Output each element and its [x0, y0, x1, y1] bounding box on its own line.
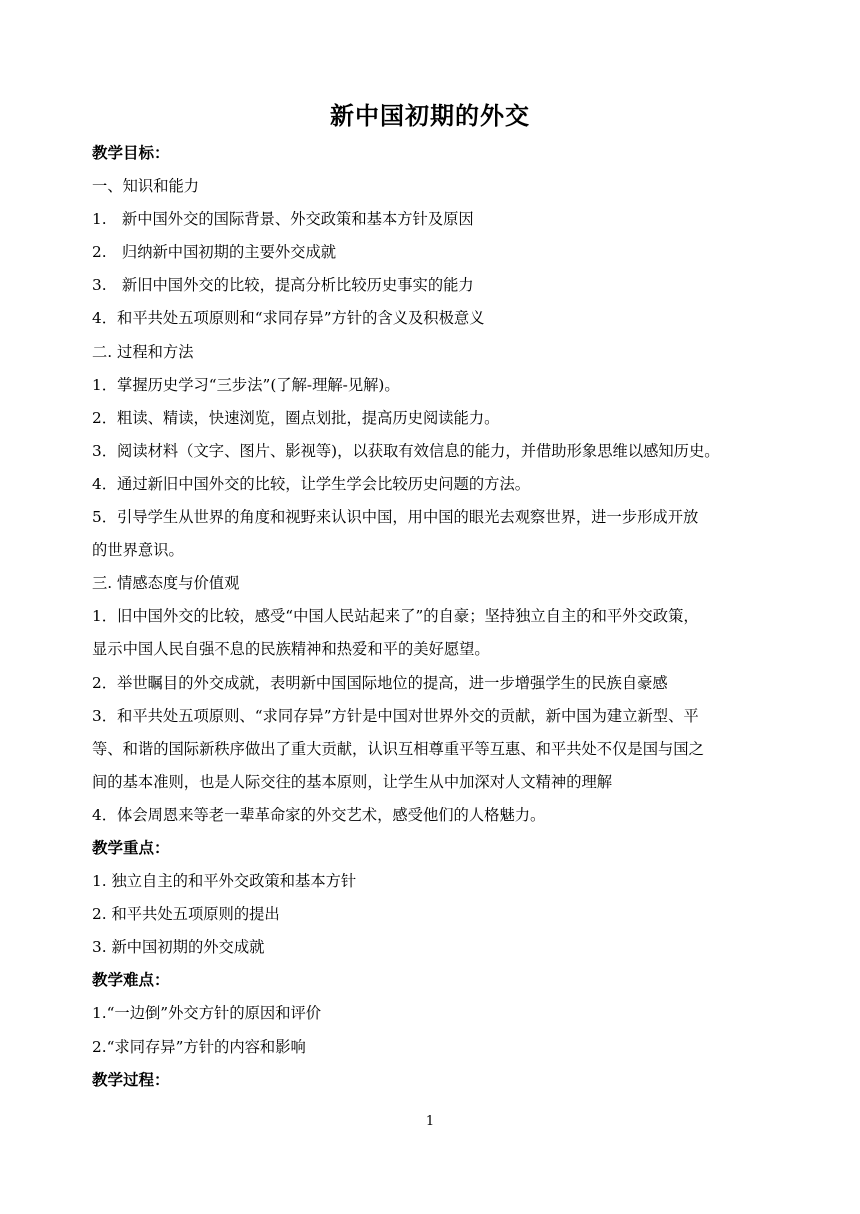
document-body — [92, 137, 792, 1097]
text-line: 2. 和平共处五项原则的提出 — [92, 905, 280, 924]
text-line: 1．旧中国外交的比较，感受“中国人民站起来了”的自豪；坚持独立自主的和平外交政策， — [92, 607, 699, 626]
text-line: 间的基本准则，也是人际交往的基本原则，让学生从中加深对人文精神的理解 — [92, 772, 613, 791]
text-line: 4．体会周恩来等老一辈革命家的外交艺术，感受他们的人格魅力。 — [92, 805, 546, 824]
text-line: 2．举世瞩目的外交成就，表明新中国国际地位的提高，进一步增强学生的民族自豪感 — [92, 673, 668, 692]
text-line: 5．引导学生从世界的角度和视野来认识中国，用中国的眼光去观察世界，进一步形成开放 — [92, 508, 699, 527]
text-line: 3．阅读材料（文字、图片、影视等)，以获取有效信息的能力，并借助形象思维以感知历史。 — [92, 441, 720, 460]
text-line: 等、和谐的国际新秩序做出了重大贡献，认识互相尊重平等互惠、和平共处不仅是国与国之 — [92, 739, 704, 758]
section-heading: 教学重点： — [92, 838, 170, 857]
text-line: 的世界意识。 — [92, 541, 184, 560]
text-line: 1．掌握历史学习“三步法”(了解-理解-见解)。 — [92, 375, 400, 394]
text-line: 二. 过程和方法 — [92, 342, 194, 361]
text-line: 1. 独立自主的和平外交政策和基本方针 — [92, 872, 357, 891]
text-line: 2．粗读、精读，快速浏览，圈点划批，提高历史阅读能力。 — [92, 408, 500, 427]
text-line: 一、知识和能力 — [92, 177, 200, 196]
text-line: 1. 新中国外交的国际背景、外交政策和基本方针及原因 — [92, 210, 474, 229]
page-number: 1 — [425, 1114, 435, 1129]
text-line: 3. 新中国初期的外交成就 — [92, 938, 265, 957]
document-title: 新中国初期的外交 — [330, 102, 530, 130]
text-line: 2. 归纳新中国初期的主要外交成就 — [92, 243, 337, 262]
text-line: 显示中国人民自强不息的民族精神和热爱和平的美好愿望。 — [92, 640, 490, 659]
text-line: 4．和平共处五项原则和“求同存异”方针的含义及积极意义 — [92, 309, 485, 328]
section-heading: 教学过程： — [92, 1070, 170, 1089]
section-heading: 教学难点： — [92, 971, 170, 990]
text-line: 三. 情感态度与价值观 — [92, 574, 240, 593]
section-heading: 教学目标： — [92, 144, 170, 162]
text-line: 4．通过新旧中国外交的比较，让学生学会比较历史问题的方法。 — [92, 474, 531, 493]
text-line: 1.“一边倒”外交方针的原因和评价 — [92, 1004, 322, 1023]
text-line: 2.“求同存异”方针的内容和影响 — [92, 1037, 306, 1056]
text-line: 3. 新旧中国外交的比较，提高分析比较历史事实的能力 — [92, 276, 474, 295]
text-line: 3．和平共处五项原则、“求同存异”方针是中国对世界外交的贡献，新中国为建立新型、平 — [92, 706, 699, 725]
